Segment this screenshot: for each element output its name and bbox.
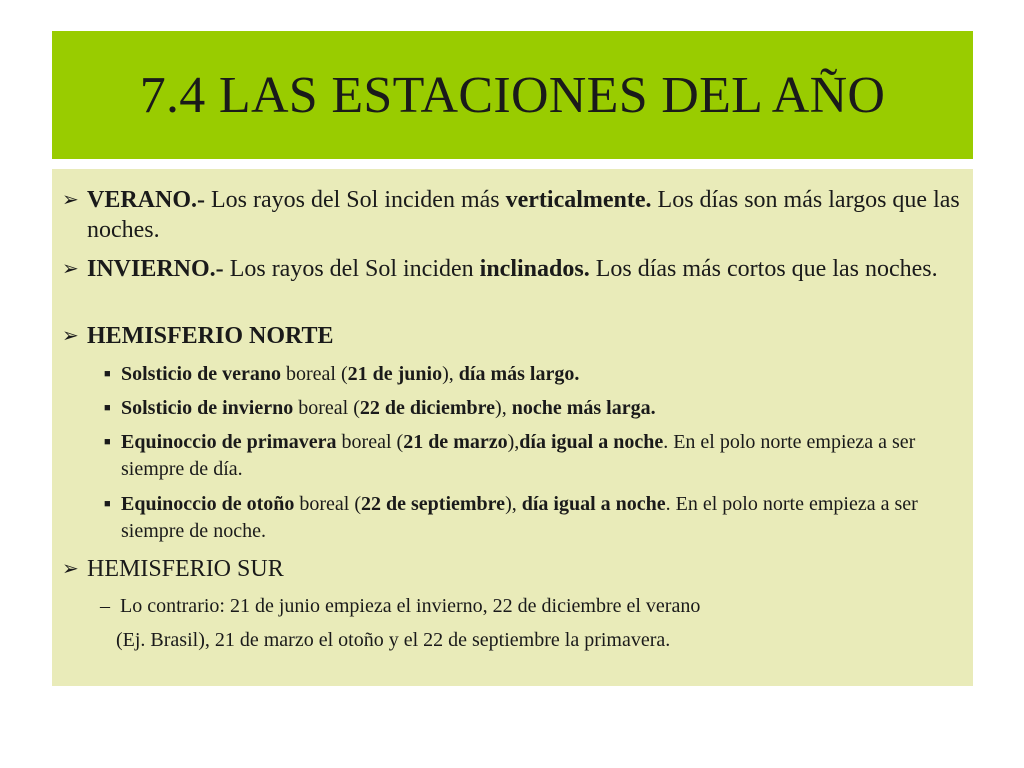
square-bullet-icon: ■ xyxy=(104,436,111,448)
verano-label: VERANO.- xyxy=(87,187,205,213)
text: . En el polo norte empieza a ser siempre de día. xyxy=(121,431,916,480)
slide-title: 7.4 LAS ESTACIONES DEL AÑO xyxy=(139,66,886,124)
bullet-verano xyxy=(62,185,987,245)
subbullet-sur xyxy=(100,589,980,623)
invierno-label: INVIERNO.- xyxy=(87,256,224,282)
text-bold: 22 de diciembre xyxy=(359,397,496,419)
invierno-text-2: Los días más cortos que las noches. xyxy=(589,256,938,282)
text-bold: Solsticio de verano xyxy=(121,363,281,385)
sur-line-1: Lo contrario: 21 de junio empieza el invierno, 22 de diciembre el verano xyxy=(120,595,701,617)
text: boreal ( xyxy=(281,363,348,385)
bullet-hemisferio-sur xyxy=(62,554,987,584)
title-bar xyxy=(52,31,973,159)
verano-text-1: Los rayos del Sol inciden más xyxy=(205,187,506,213)
text-bold: 22 de septiembre xyxy=(361,493,506,515)
square-bullet-icon: ■ xyxy=(104,368,111,380)
text: . En el polo norte empieza a ser siempre de noche. xyxy=(121,493,918,542)
invierno-text-1: Los rayos del Sol inciden xyxy=(223,256,480,282)
arrow-bullet-icon: ➢ xyxy=(62,558,79,580)
arrow-bullet-icon: ➢ xyxy=(62,189,79,211)
arrow-bullet-icon: ➢ xyxy=(62,325,79,347)
sur-line-2: (Ej. Brasil), 21 de marzo el otoño y el 22 de septiembre la primavera. xyxy=(116,629,671,651)
text: ), xyxy=(505,493,522,515)
arrow-bullet-icon: ➢ xyxy=(62,258,79,280)
bullet-invierno xyxy=(62,254,987,284)
norte-heading: HEMISFERIO NORTE xyxy=(87,323,334,349)
subbullet-equinoccio-primavera xyxy=(104,429,976,483)
text-bold: Equinoccio de otoño xyxy=(121,493,295,515)
square-bullet-icon: ■ xyxy=(104,402,111,414)
text: boreal ( xyxy=(336,431,404,453)
text-bold: 21 de marzo xyxy=(403,431,508,453)
invierno-bold: inclinados. xyxy=(479,256,590,282)
text-bold: día igual a noche xyxy=(519,431,664,453)
text-bold: día más largo. xyxy=(458,363,580,385)
subbullet-solsticio-verano xyxy=(104,361,976,388)
content-box xyxy=(52,169,973,686)
text: ), xyxy=(507,431,520,453)
sur-continuation xyxy=(116,623,976,657)
verano-text-2: Los días son más largos que las noches. xyxy=(87,187,960,243)
verano-bold: verticalmente. xyxy=(505,187,652,213)
subbullet-solsticio-invierno xyxy=(104,395,976,422)
text-bold: noche más larga. xyxy=(511,397,656,419)
text: boreal ( xyxy=(294,493,361,515)
text-bold: Solsticio de invierno xyxy=(121,397,294,419)
text-bold: día igual a noche xyxy=(521,493,666,515)
bullet-hemisferio-norte xyxy=(62,321,987,351)
text-bold: Equinoccio de primavera xyxy=(121,431,337,453)
sur-heading: HEMISFERIO SUR xyxy=(87,556,284,582)
dash-bullet-icon: – xyxy=(100,595,110,617)
subbullet-equinoccio-otono xyxy=(104,491,976,545)
text-bold: 21 de junio xyxy=(347,363,443,385)
text: ), xyxy=(442,363,459,385)
square-bullet-icon: ■ xyxy=(104,498,111,510)
text: boreal ( xyxy=(293,397,360,419)
text: ), xyxy=(495,397,512,419)
